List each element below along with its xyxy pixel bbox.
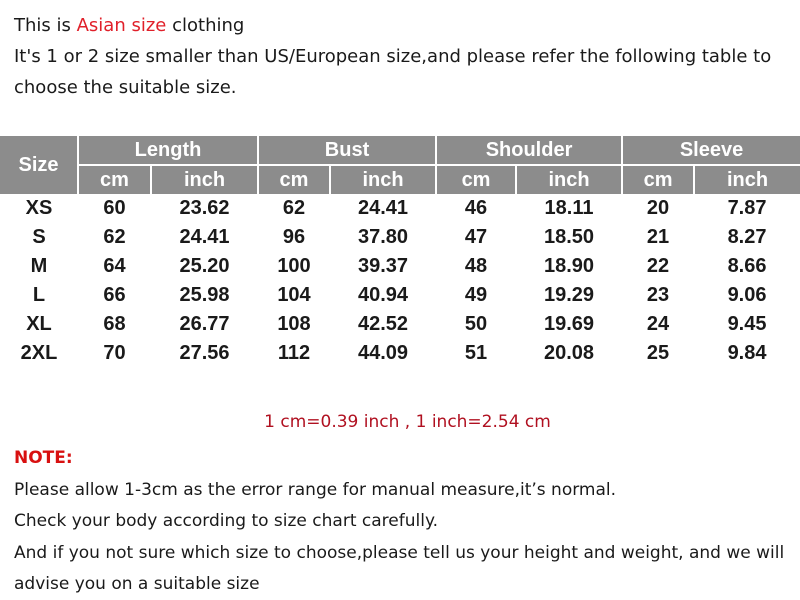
sleeve-cm-cell: 22 <box>646 255 670 277</box>
sleeve-inch-header: inch <box>694 165 800 194</box>
bust-cm-cell: 96 <box>282 226 306 248</box>
asian-size-highlight: Asian size <box>76 15 167 36</box>
bust-cm-header: cm <box>258 165 330 194</box>
length-cm-cell: 60 <box>103 197 126 219</box>
shoulder-inch-cell: 19.69 <box>543 313 595 335</box>
size-label-cell: S <box>32 226 46 248</box>
shoulder-cm-cell: 48 <box>464 255 488 277</box>
unit-conversion-note: 1 cm=0.39 inch , 1 inch=2.54 cm <box>264 412 551 432</box>
shoulder-cm-cell: 51 <box>464 342 488 364</box>
length-cm-cell: 66 <box>103 284 126 306</box>
notes-section <box>14 443 794 600</box>
table-row <box>0 223 800 252</box>
length-inch-cell: 25.20 <box>179 255 230 277</box>
sleeve-header: Sleeve <box>622 136 800 165</box>
size-column-header: Size <box>0 136 78 194</box>
note-line-3: And if you not sure which size to choose,please tell us your height and weight, and we will <box>14 542 785 563</box>
size-rows <box>0 194 800 368</box>
shoulder-cm-cell: 49 <box>464 284 488 306</box>
bust-cm-cell: 108 <box>277 313 311 335</box>
table-row <box>0 281 800 310</box>
length-inch-header: inch <box>151 165 258 194</box>
intro-suffix: clothing <box>166 15 245 36</box>
length-cm-cell: 68 <box>103 313 126 335</box>
shoulder-cm-cell: 46 <box>464 197 488 219</box>
shoulder-inch-header: inch <box>516 165 622 194</box>
intro-line-3: choose the suitable size. <box>14 77 237 98</box>
intro-line-2: It's 1 or 2 size smaller than US/European size,and please refer the following table to <box>14 46 772 67</box>
length-cm-cell: 62 <box>103 226 126 248</box>
bust-inch-cell: 37.80 <box>357 226 409 248</box>
sleeve-cm-header: cm <box>622 165 694 194</box>
size-label-cell: XS <box>25 197 53 219</box>
bust-cm-cell: 112 <box>277 342 311 364</box>
sleeve-cm-cell: 21 <box>646 226 670 248</box>
length-cm-cell: 64 <box>103 255 126 277</box>
length-inch-cell: 25.98 <box>179 284 230 306</box>
sleeve-inch-cell: 9.45 <box>727 313 767 335</box>
shoulder-header: Shoulder <box>436 136 622 165</box>
bust-inch-cell: 39.37 <box>357 255 409 277</box>
bust-cm-cell: 62 <box>282 197 306 219</box>
bust-inch-header: inch <box>330 165 436 194</box>
bust-inch-cell: 42.52 <box>357 313 409 335</box>
group-header-row <box>0 136 800 165</box>
shoulder-inch-cell: 20.08 <box>543 342 595 364</box>
shoulder-cm-header: cm <box>436 165 516 194</box>
table-row <box>0 252 800 281</box>
note-line-4: advise you on a suitable size <box>14 574 260 594</box>
size-chart-table <box>0 136 800 368</box>
shoulder-inch-cell: 18.11 <box>544 197 594 219</box>
length-inch-cell: 27.56 <box>179 342 230 364</box>
sleeve-inch-cell: 9.84 <box>727 342 767 364</box>
size-label-cell: XL <box>26 313 52 335</box>
length-cm-header: cm <box>78 165 151 194</box>
bust-inch-cell: 44.09 <box>357 342 409 364</box>
sleeve-inch-cell: 9.06 <box>727 284 767 306</box>
sleeve-cm-cell: 24 <box>646 313 670 335</box>
bust-cm-cell: 100 <box>277 255 311 277</box>
sleeve-cm-cell: 23 <box>646 284 670 306</box>
table-row <box>0 339 800 368</box>
intro-line-1 <box>14 10 794 41</box>
sleeve-inch-cell: 8.27 <box>727 226 767 248</box>
bust-cm-cell: 104 <box>277 284 311 306</box>
length-inch-cell: 23.62 <box>179 197 230 219</box>
shoulder-cm-cell: 50 <box>464 313 488 335</box>
size-label-cell: L <box>32 284 46 306</box>
bust-header: Bust <box>258 136 436 165</box>
sleeve-inch-cell: 8.66 <box>727 255 767 277</box>
length-header: Length <box>78 136 258 165</box>
note-line-1: Please allow 1-3cm as the error range for manual measure,it’s normal. <box>14 479 617 500</box>
length-inch-cell: 26.77 <box>179 313 230 335</box>
shoulder-inch-cell: 19.29 <box>543 284 595 306</box>
bust-inch-cell: 40.94 <box>357 284 409 306</box>
sleeve-cm-cell: 20 <box>646 197 670 219</box>
sleeve-inch-cell: 7.87 <box>727 197 767 219</box>
shoulder-inch-cell: 18.90 <box>543 255 595 277</box>
note-line-2: Check your body according to size chart carefully. <box>14 511 438 531</box>
intro-prefix: This is <box>14 15 77 36</box>
shoulder-inch-cell: 18.50 <box>543 226 595 248</box>
length-inch-cell: 24.41 <box>179 226 230 248</box>
length-cm-cell: 70 <box>103 342 126 364</box>
table-row <box>0 194 800 223</box>
table-row <box>0 310 800 339</box>
size-label-cell: 2XL <box>20 342 58 364</box>
bust-inch-cell: 24.41 <box>357 197 409 219</box>
sleeve-cm-cell: 25 <box>646 342 670 364</box>
note-title: NOTE: <box>14 448 73 468</box>
shoulder-cm-cell: 47 <box>464 226 488 248</box>
unit-header-row <box>0 165 800 194</box>
intro-text <box>14 10 794 103</box>
size-label-cell: M <box>30 255 48 277</box>
